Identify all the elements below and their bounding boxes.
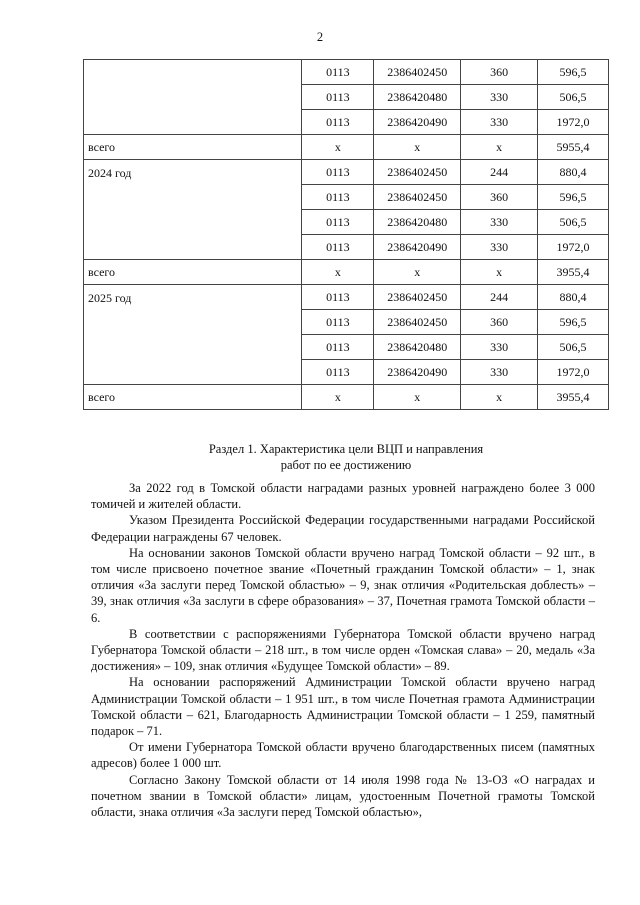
sum-cell: 596,5 xyxy=(538,60,609,85)
vr-cell: 244 xyxy=(461,285,538,310)
sum-cell: 1972,0 xyxy=(538,235,609,260)
table-row-total xyxy=(84,135,609,160)
row-label-year: 2024 год xyxy=(84,160,302,260)
csr-cell: х xyxy=(374,135,461,160)
vr-cell: 360 xyxy=(461,60,538,85)
vr-cell: 244 xyxy=(461,160,538,185)
kbk-cell: 0113 xyxy=(302,360,374,385)
kbk-cell: 0113 xyxy=(302,110,374,135)
csr-cell: 2386402450 xyxy=(374,185,461,210)
vr-cell: 360 xyxy=(461,310,538,335)
sum-cell: 506,5 xyxy=(538,85,609,110)
paragraph: На основании распоряжений Администрации Томской области вручено наград Администрации Томской области – 1 951 шт., в том числе Почетная грамота Администрации Томской области – 621, Благодарность Администрации Томской области – 1 259, памятный подарок – 71. xyxy=(91,675,595,739)
vr-cell: 330 xyxy=(461,360,538,385)
csr-cell: 2386420480 xyxy=(374,210,461,235)
vr-cell: х xyxy=(461,260,538,285)
kbk-cell: 0113 xyxy=(302,235,374,260)
row-label xyxy=(84,60,302,135)
table-row xyxy=(84,160,609,185)
kbk-cell: 0113 xyxy=(302,160,374,185)
kbk-cell: х xyxy=(302,135,374,160)
kbk-cell: 0113 xyxy=(302,210,374,235)
sum-cell: 596,5 xyxy=(538,310,609,335)
table-row xyxy=(84,285,609,310)
paragraph: За 2022 год в Томской области наградами разных уровней награждено более 3 000 томичей и жителей области. xyxy=(91,481,595,512)
paragraph: От имени Губернатора Томской области вручено благодарственных писем (памятных адресов) более 1 000 шт. xyxy=(91,740,595,771)
csr-cell: 2386420490 xyxy=(374,235,461,260)
paragraph: Согласно Закону Томской области от 14 июля 1998 года № 13-ОЗ «О наградах и почетном звании в Томской области» лицам, удостоенным Почетной грамоты Томской области, знака отличия «За заслуги перед Томской областью», xyxy=(91,772,595,820)
row-label: всего xyxy=(84,260,302,285)
sum-cell: 5955,4 xyxy=(538,135,609,160)
csr-cell: х xyxy=(374,260,461,285)
row-label: всего xyxy=(84,385,302,410)
sum-cell: 880,4 xyxy=(538,285,609,310)
vr-cell: 330 xyxy=(461,335,538,360)
csr-cell: 2386402450 xyxy=(374,310,461,335)
sum-cell: 1972,0 xyxy=(538,360,609,385)
row-label: всего xyxy=(84,135,302,160)
csr-cell: 2386402450 xyxy=(374,60,461,85)
table-row-total xyxy=(84,385,609,410)
section-title-line: работ по ее достижению xyxy=(280,458,412,472)
sum-cell: 3955,4 xyxy=(538,260,609,285)
vr-cell: 330 xyxy=(461,85,538,110)
kbk-cell: х xyxy=(302,385,374,410)
paragraph: Указом Президента Российской Федерации государственными наградами Российской Федерации награждены 67 человек. xyxy=(91,513,595,544)
paragraph: На основании законов Томской области вручено наград Томской области – 92 шт., в том числе присвоено почетное звание «Почетный гражданин Томской области» – 1, знак отличия «За заслуги перед Томской областью» – 9, знак отличия «Родительская доблесть» – 39, знак отличия «За заслуги в сфере образования» – 37, Почетная грамота Томской области – 6. xyxy=(91,545,595,625)
kbk-cell: 0113 xyxy=(302,60,374,85)
vr-cell: 360 xyxy=(461,185,538,210)
sum-cell: 1972,0 xyxy=(538,110,609,135)
csr-cell: х xyxy=(374,385,461,410)
csr-cell: 2386420490 xyxy=(374,110,461,135)
sum-cell: 506,5 xyxy=(538,335,609,360)
section-title xyxy=(83,441,609,473)
kbk-cell: 0113 xyxy=(302,310,374,335)
row-label-year: 2025 год xyxy=(84,285,302,385)
vr-cell: 330 xyxy=(461,235,538,260)
vr-cell: х xyxy=(461,135,538,160)
vr-cell: 330 xyxy=(461,110,538,135)
csr-cell: 2386420480 xyxy=(374,335,461,360)
kbk-cell: 0113 xyxy=(302,85,374,110)
sum-cell: 506,5 xyxy=(538,210,609,235)
table-row xyxy=(84,60,609,85)
csr-cell: 2386420490 xyxy=(374,360,461,385)
csr-cell: 2386420480 xyxy=(374,85,461,110)
section-title-line: Раздел 1. Характеристика цели ВЦП и направления xyxy=(208,442,484,456)
kbk-cell: 0113 xyxy=(302,335,374,360)
budget-table xyxy=(83,59,609,410)
kbk-cell: 0113 xyxy=(302,185,374,210)
csr-cell: 2386402450 xyxy=(374,285,461,310)
body-text xyxy=(91,480,595,820)
vr-cell: 330 xyxy=(461,210,538,235)
sum-cell: 880,4 xyxy=(538,160,609,185)
kbk-cell: 0113 xyxy=(302,285,374,310)
table-row-total xyxy=(84,260,609,285)
csr-cell: 2386402450 xyxy=(374,160,461,185)
kbk-cell: х xyxy=(302,260,374,285)
paragraph: В соответствии с распоряжениями Губернатора Томской области вручено наград Губернатора Томской области – 218 шт., в том числе орден «Томская слава» – 20, медаль «За достижения» – 109, знак отличия «Будущее Томской области» – 89. xyxy=(91,626,595,674)
sum-cell: 3955,4 xyxy=(538,385,609,410)
sum-cell: 596,5 xyxy=(538,185,609,210)
page-number: 2 xyxy=(316,30,324,44)
vr-cell: х xyxy=(461,385,538,410)
